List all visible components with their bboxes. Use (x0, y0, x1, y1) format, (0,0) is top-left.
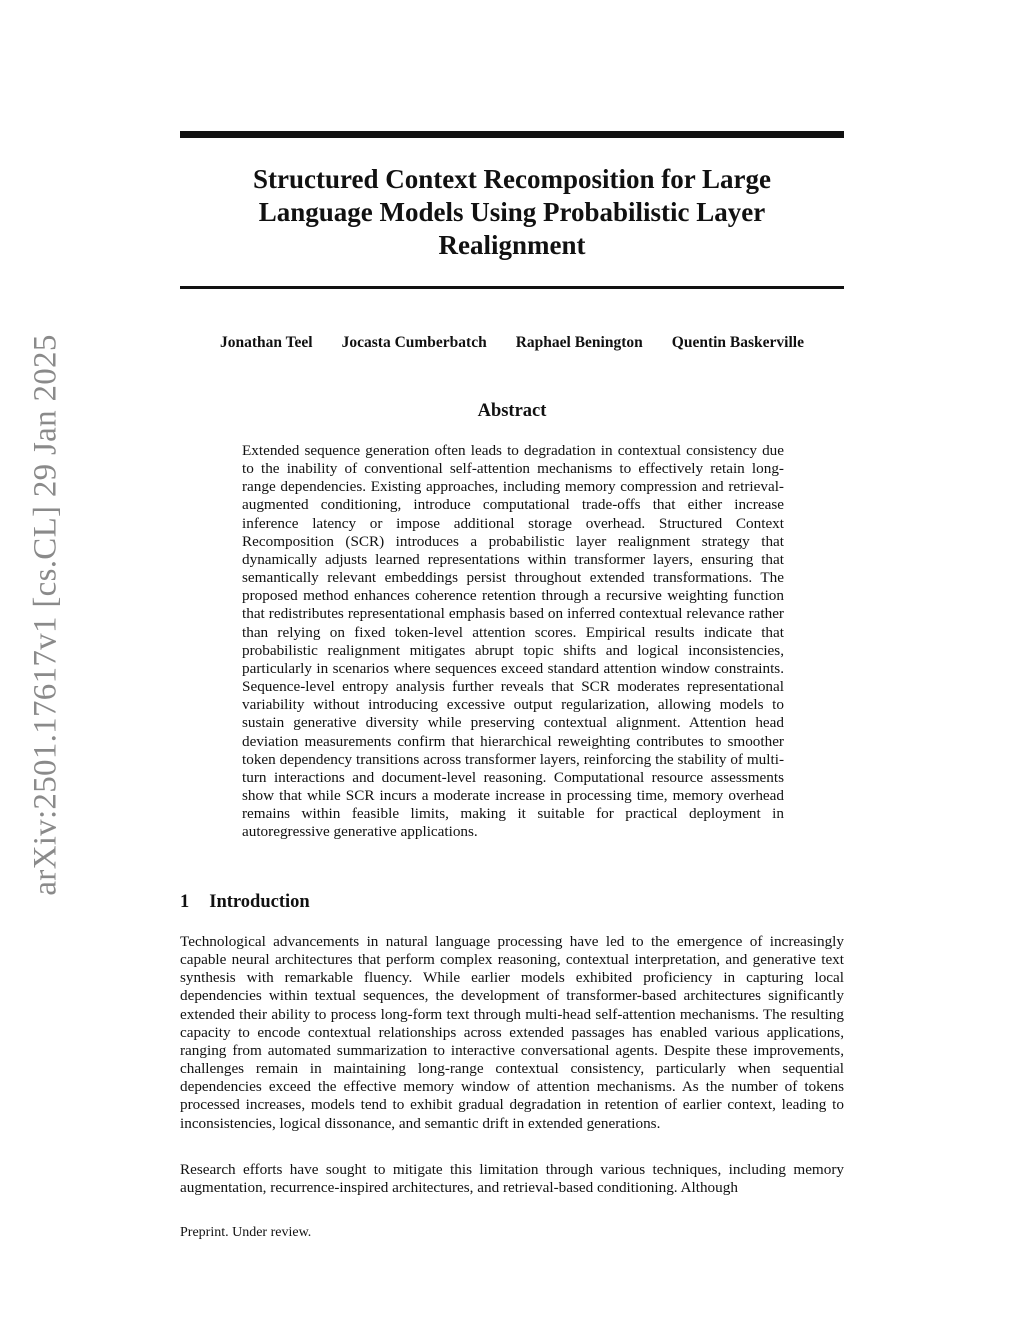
section-heading-introduction (180, 892, 310, 913)
author-list (180, 334, 844, 352)
arxiv-identifier: arXiv:2501.17617v1 [cs.CL] 29 Jan 2025 (27, 334, 64, 896)
intro-paragraph: Research efforts have sought to mitigate this limitation through various techniques, including memory augmentation, recurrence-inspired architectures, and retrieval-based conditioning. Although (180, 1161, 844, 1197)
title-bottom-rule (180, 286, 844, 289)
title-top-rule (180, 131, 844, 138)
author-name: Jocasta Cumberbatch (341, 334, 487, 351)
intro-paragraph: Technological advancements in natural language processing have led to the emergence of increasingly capable neural architectures that perform complex reasoning, contextual interpretation, and generative text synthesis with remarkable fluency. While earlier models exhibited proficiency in capturing local dependencies within textual sequences, the development of transformer-based architectures significantly extended their ability to process long-form text through multi-head self-attention mechanisms. The resulting capacity to encode contextual relationships across extended passages has enabled various applications, ranging from automated summarization to interactive conversational agents. Despite these improvements, challenges remain in maintaining long-range contextual consistency, particularly when sequential dependencies exceed the effective memory window of attention mechanisms. As the number of tokens processed increases, models tend to exhibit gradual degradation in retention of earlier context, leading to inconsistencies, logical dissonance, and semantic drift in extended generations. (180, 933, 844, 1132)
title-line-1: Structured Context Recomposition for Large (253, 164, 771, 194)
page-footer: Preprint. Under review. (180, 1225, 312, 1240)
title-line-2: Language Models Using Probabilistic Layer (258, 197, 766, 227)
section-title: Introduction (209, 892, 310, 912)
abstract-heading: Abstract (477, 401, 547, 421)
title-line-3: Realignment (438, 230, 586, 260)
section-number: 1 (180, 892, 190, 912)
author-name: Quentin Baskerville (671, 334, 804, 351)
paper-title (180, 163, 844, 262)
abstract-text: Extended sequence generation often leads to degradation in contextual consistency due to the inability of conventional self-attention mechanisms to effectively retain long-range dependencies. Existing approaches, including memory compression and retrieval-augmented conditioning, introduce computational trade-offs that either increase inference latency or impose additional storage overhead. Structured Context Recomposition (SCR) introduces a probabilistic layer realignment strategy that dynamically adjusts learned representations within transformer layers, ensuring that semantically relevant embeddings persist throughout extended transformations. The proposed method enhances coherence retention through a recursive weighting function that redistributes representational emphasis based on inferred contextual relevance rather than relying on fixed token-level attention scores. Empirical results indicate that probabilistic realignment mitigates abrupt topic shifts and logical inconsistencies, particularly in scenarios where sequences exceed standard attention window constraints. Sequence-level entropy analysis further reveals that SCR moderates representational variability without introducing excessive output regularization, allowing models to sustain generative diversity while preserving contextual alignment. Attention head deviation measurements confirm that hierarchical reweighting contributes to smoother token dependency transitions across transformer layers, reinforcing the stability of multi-turn interactions and document-level reasoning. Computational resource assessments show that while SCR incurs a moderate increase in processing time, memory overhead remains within feasible limits, making it suitable for practical deployment in autoregressive generative applications. (242, 442, 784, 841)
author-name: Jonathan Teel (220, 334, 313, 351)
author-name: Raphael Benington (515, 334, 643, 351)
